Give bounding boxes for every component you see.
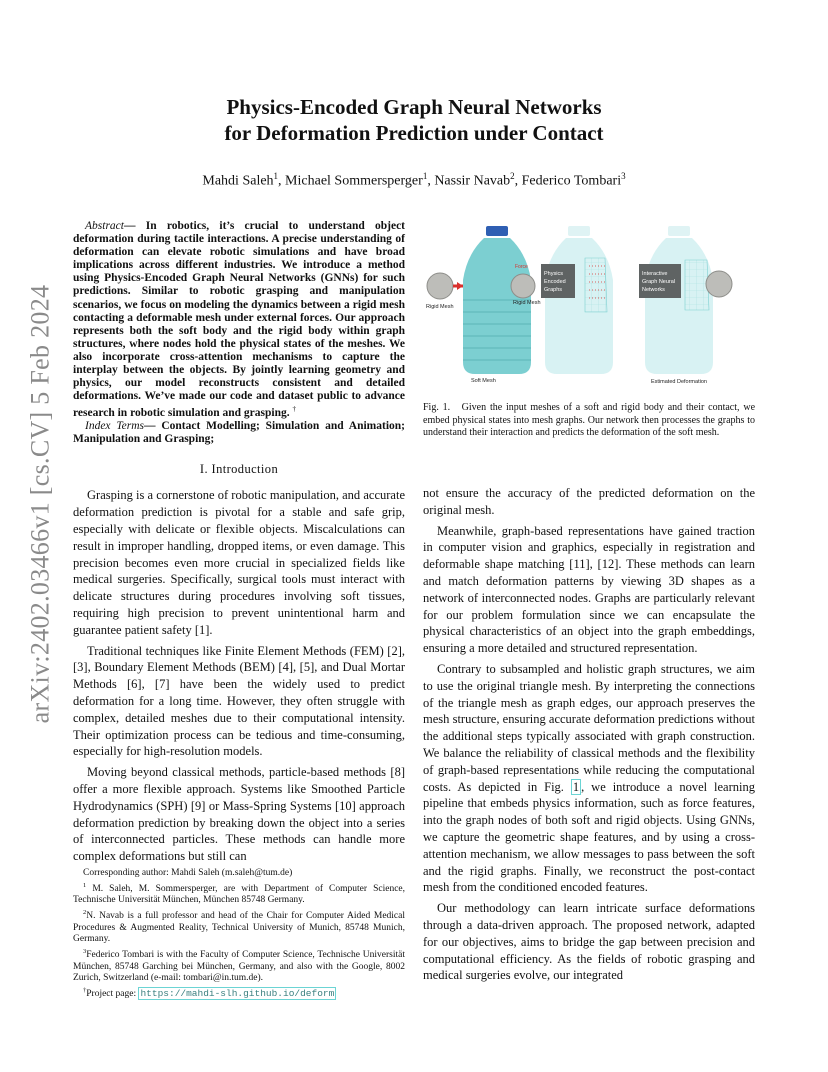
footnote-2-text: N. Navab is a full professor and head of the Chair for Computer Aided Medical Procedures & Augmented Reality, Technical University of Munich, 85748 Munich, Germany. [73,911,405,945]
author-name: Michael Sommersperger [285,173,423,189]
label-soft-mesh: Soft Mesh [471,378,496,384]
paragraph-text: Contrary to subsampled and holistic graph structures, we aim to use the original triangle mesh. By interpreting the connections of the triangle mesh as graph edges, our approach preserves the mesh structure, ensuring accurate deformation predictions without the additional steps typically associated with graph construction. We balance the reliability of classical methods and the flexibility of graph-based representations while reducing the computational costs. As depicted in Fig. [423,661,755,794]
arxiv-stamp [18,284,62,724]
box1-line3: Graphs [544,287,563,293]
author-affiliation: 2 [510,171,515,181]
figure-1 [423,220,755,398]
footnote-1: $^1$ M. Saleh, M. Sommersperger, are with Department of Computer Science, Technische Universität München, München 85748 Germany. [73,881,406,906]
caption-label: Fig. 1. [423,402,451,413]
footnote-2: $^2$N. Navab is a full professor and head of the Chair for Computer Aided Medical Procedures & Augmented Reality, Technical University of Munich, 85748 Munich, Germany. [73,908,405,945]
footnote-1-text: M. Saleh, M. Sommersperger, are with Department of Computer Science, Technische Universität München, München 85748 Germany. [73,883,406,906]
abstract-label: Abstract [85,220,124,232]
rigid-mesh-sphere-2 [511,274,535,298]
right-column [423,485,755,988]
body-paragraph: Meanwhile, graph-based representations have gained traction in computer vision and graphics, especially in registration and deformable shape matching [11], [12]. These methods can learn and match deformation patterns by viewing 3D shapes as a network of interconnected nodes. Graphs are particularly relevant for our problem formulation since we can encapsulate the physical characteristics of an object into the graph embeddings, ensuring a more detailed and structured representation. [423,523,755,656]
abstract-text: In robotics, it’s crucial to understand object deformation during tactile interactions. A precise understanding of deformation can elevate robotic simulations and have broad implications across different industries. We introduce a method using Physics-Encoded Graph Neural Networks (GNNs) for such predictions. Similar to robotic grasping and manipulation scenarios, we focus on modeling the dynamics between a rigid mesh contacting a deformable mesh under external forces. Our approach represents both the soft body and the rigid body within graph structures, where nodes hold the physical states of the meshes. We also incorporate cross-attention mechanisms to capture the interplay between the objects. By jointly learning geometry and physics, our model reconstructs consistent and detailed deformations. We’ve made our code and dataset public to advance research in robotic simulation and grasping. [73,220,406,420]
pipeline-figure [423,220,755,398]
author-affiliation: 3 [621,171,626,181]
label-rigid-mesh-2: Rigid Mesh [513,300,541,306]
caption-text: Given the input meshes of a soft and rigid body and their contact, we embed physical states into mesh graphs. Our network then processes the graphs to understand their interaction and predicts the deformation of the soft mesh. [423,402,756,438]
body-paragraph: Traditional techniques like Finite Element Methods (FEM) [2], [3], Boundary Element Methods (BEM) [4], [5], and Dual Mortar Methods [6], [7] have been the widely used to predict deformation for a long time. However, they often struggle with complex, detailed meshes due to their computational intensity. Their optimization process can be tedious and time-consuming, especially for high-resolution models. [73,643,405,759]
footnote-corresponding: Corresponding author: Mahdi Saleh (m.saleh@tum.de) [83,868,293,878]
project-label: Project page: [86,988,137,999]
footnote-3: $^3$Federico Tombari is with the Faculty of Computer Science, Technische Universität München, 85748 Garching bei München, Germany, and also with the Google, 8002 Zurich, Switzerland (e-mail: tombari@in.tum.de). [73,947,405,984]
paper-title [90,94,738,146]
box2-line2: Graph Neural [642,279,676,285]
body-paragraph: Moving beyond classical methods, particle-based methods [8] offer a more flexible approach. Systems like Smoothed Particle Hydrodynamics (SPH) [9] or Mass-Spring Systems [10] approach deformation prediction by breaking down the object into a series of interconnected particles. These methods can handle more complex deformations but still can [73,765,405,864]
box1-line1: Physics [544,271,563,277]
author-name: Mahdi Saleh [202,173,274,189]
box1-line2: Encoded [544,279,566,285]
force-label: Force [515,264,528,270]
author-affiliation: 1 [422,171,428,181]
encoded-graph-bottle [545,226,613,374]
section-heading: I. Introduction [199,462,279,477]
label-rigid-mesh-1: Rigid Mesh [426,304,454,310]
author-affiliation: 1 [273,171,279,181]
author-list: Mahdi Saleh$^1$, Michael Sommersperger$^1$, Nassir Navab$^2$, Federico Tombari$^3$ [202,171,626,189]
figure-reference-link[interactable]: 1 [572,779,580,794]
project-link[interactable]: https://mahdi-slh.github.io/deform [140,987,335,999]
author-name: Nassir Navab [434,173,511,189]
rigid-mesh-sphere-3 [706,271,732,297]
box2-line1: Interactive [642,271,668,277]
abstract-mark: † [292,405,296,414]
label-estimated-deformation: Estimated Deformation [651,379,707,385]
body-paragraph: Our methodology can learn intricate surface deformations through a data-driven approach. The proposed network, adapted for our objectives, aims to bridge the gap between precision and computational efficiency. As the fields of robotic grasping and medical surgeries evolve, our integrated [423,901,755,983]
footnote-3-text: Federico Tombari is with the Faculty of Computer Science, Technische Universität München, 85748 Garching bei München, Germany, and also with the Google, 8002 Zurich, Switzerland (e-mail: tombari@in.tum.de). [73,950,405,984]
box2-line3: Networks [642,287,665,293]
footnotes [73,868,405,1001]
footnote-project: †Project page: https://mahdi-slh.github.io/deform [83,986,335,999]
left-column [73,220,405,869]
rigid-mesh-sphere [427,273,453,299]
body-paragraph [423,661,755,896]
estimated-bottle [645,226,713,374]
body-paragraph: Grasping is a cornerstone of robotic manipulation, and accurate deformation prediction is pivotal for a stable and safe grip, especially with delicate or flexible objects. Miscalculations can result in improper handling, dropped items, or even damage. This precision becomes even more crucial in specialized fields like medical surgeries. Specifically, surgical tools must interact with delicate structures during procedures involving soft tissues, requiring high precision to prevent unintentional harm and guarantee patient safety [1]. [73,488,405,637]
index-terms-text: Contact Modelling; Simulation and Animation; Manipulation and Grasping; [73,420,406,446]
abstract: Abstract— In robotics, it’s crucial to understand object deformation during tactile interactions. A precise understanding of deformation can elevate robotic simulations and have broad implications across different industries. We introduce a method using Physics-Encoded Graph Neural Networks (GNNs) for such predictions. Similar to robotic grasping and manipulation scenarios, we focus on modeling the dynamics between a rigid mesh contacting a deformable mesh under external forces. Our approach represents both the soft body and the rigid body within graph structures, where nodes hold the physical states of the meshes. We also incorporate cross-attention mechanisms to capture the interplay between the objects. By jointly learning geometry and physics, our model reconstructs consistent and detailed deformations. We’ve made our code and dataset public to advance research in robotic simulation and grasping. † [73,220,406,420]
index-terms: Index Terms— Contact Modelling; Simulation and Animation; Manipulation and Grasping; [73,420,406,446]
arxiv-id: arXiv:2402.03466v1 [cs.CV] 5 Feb 2024 [25,284,54,724]
title-line-1: Physics-Encoded Graph Neural Networks [226,95,602,119]
body-paragraph: not ensure the accuracy of the predicted deformation on the original mesh. [423,486,755,517]
index-terms-label: Index Terms [85,420,145,433]
figure-caption [423,402,755,440]
author-name: Federico Tombari [521,173,622,189]
paragraph-text-tail: , we introduce a novel learning pipeline that embeds physics information, such as force features, into the graph nodes of both soft and rigid objects. Using GNNs, we capture the geometric shape features, and by using a cross-attention mechanism, we allow messages to pass between the soft and the rigid graphs. Finally, we reconstruct the post-contact mesh from the conditioned encoded features. [423,779,755,895]
title-line-2: for Deformation Prediction under Contact [224,121,604,145]
